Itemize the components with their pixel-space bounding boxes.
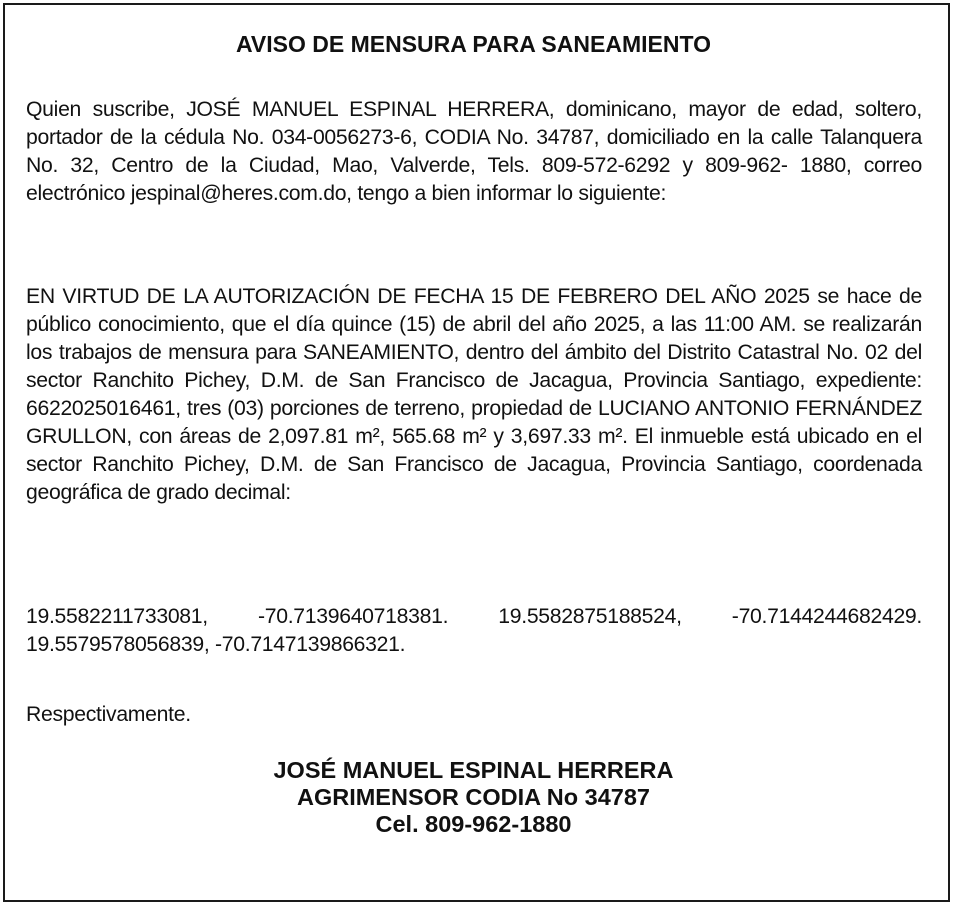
coordinates-paragraph: 19.5582211733081, -70.7139640718381. 19.5582875188524, -70.7144244682429. 19.5579578056839, -70.7147139866321. [26, 605, 922, 656]
signature-role: AGRIMENSOR CODIA No 34787 [296, 784, 650, 810]
closing-text: Respectivamente. [26, 703, 191, 726]
body-paragraph: EN VIRTUD DE LA AUTORIZACIÓN DE FECHA 15 DE FEBRERO DEL AÑO 2025 se hace de público conocimiento, que el día quince (15) de abril del año 2025, a las 11:00 AM. se realizarán los trabajos de mensura para SANEAMIENTO, dentro del ámbito del Distrito Catastral No. 02 del sector Ranchito Pichey, D.M. de San Francisco de Jacagua, Provincia Santiago, expediente: 6622025016461, tres (03) porciones de terreno, propiedad de LUCIANO ANTONIO FERNÁNDEZ GRULLON, con áreas de 2,097.81 m², 565.68 m² y 3,697.33 m². El inmueble está ubicado en el sector Ranchito Pichey, D.M. de San Francisco de Jacagua, Provincia Santiago, coordenada geográfica de grado decimal: [26, 285, 922, 504]
notice-title: AVISO DE MENSURA PARA SANEAMIENTO [236, 31, 711, 57]
intro-paragraph: Quien suscribe, JOSÉ MANUEL ESPINAL HERRERA, dominicano, mayor de edad, soltero, portador de la cédula No. 034-0056273-6, CODIA No. 34787, domiciliado en la calle Talanquera No. 32, Centro de la Ciudad, Mao, Valverde, Tels. 809-572-6292 y 809-962- 1880, correo electrónico jespinal@heres.com.do, tengo a bien informar lo siguiente: [26, 98, 922, 205]
signature-phone: Cel. 809-962-1880 [375, 811, 572, 837]
signature-name: JOSÉ MANUEL ESPINAL HERRERA [273, 757, 674, 783]
